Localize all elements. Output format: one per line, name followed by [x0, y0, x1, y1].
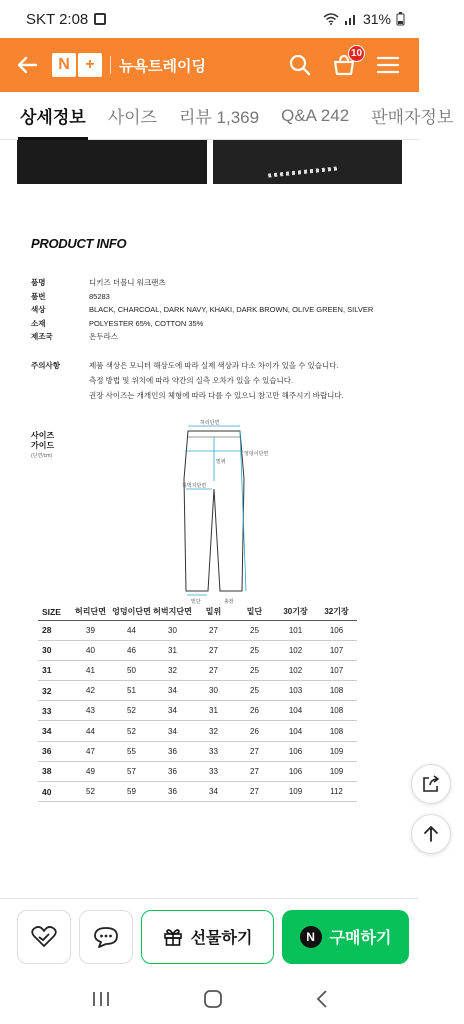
tab-size[interactable]: 사이즈	[107, 108, 157, 127]
recent-apps-icon[interactable]	[92, 991, 110, 1007]
measurement-cell: 34	[152, 681, 193, 701]
product-photos	[0, 140, 419, 184]
size-table-header: 허벅지단면	[152, 604, 193, 620]
size-table-row	[38, 701, 357, 721]
product-info-table	[31, 276, 419, 344]
notice-line: 측정 방법 및 위치에 따라 약간의 실측 오차가 있을 수 있습니다.	[89, 375, 294, 385]
hem-label: 밑단	[191, 598, 201, 605]
product-info-title: PRODUCT INFO	[31, 236, 127, 251]
stitching-detail	[267, 166, 337, 177]
measurement-cell: 30	[152, 620, 193, 640]
measurement-cell: 26	[234, 721, 275, 741]
measurement-cell: 33	[193, 741, 234, 761]
back-button[interactable]	[0, 38, 54, 92]
measurement-cell: 25	[234, 620, 275, 640]
size-cell: 38	[38, 761, 70, 781]
tab-seller-info[interactable]: 판매자정보	[371, 108, 454, 127]
size-table-row	[38, 640, 357, 660]
measurement-cell: 47	[70, 741, 111, 761]
share-icon	[421, 774, 441, 794]
info-key: 품번	[31, 291, 46, 301]
hip-label: 엉덩이단면	[244, 450, 269, 457]
detail-tabs	[0, 92, 454, 140]
measurement-cell: 30	[193, 681, 234, 701]
measurement-cell: 106	[275, 741, 316, 761]
measurement-cell: 27	[234, 761, 275, 781]
naver-plus-logo[interactable]	[52, 53, 102, 77]
size-table-row	[38, 620, 357, 640]
measurement-cell: 27	[193, 660, 234, 680]
scroll-top-button[interactable]	[411, 814, 451, 854]
info-value: POLYESTER 65%, COTTON 35%	[89, 318, 204, 328]
tab-reviews[interactable]: 리뷰 1,369	[178, 108, 260, 127]
gift-button[interactable]	[141, 910, 274, 964]
logo-n: N	[52, 53, 76, 77]
measurement-cell: 33	[193, 761, 234, 781]
info-row	[31, 276, 419, 290]
info-key: 제조국	[31, 332, 53, 342]
measurement-cell: 25	[234, 681, 275, 701]
size-cell: 30	[38, 640, 70, 660]
measurement-cell: 26	[234, 701, 275, 721]
measurement-cell: 27	[234, 741, 275, 761]
measurement-cell: 106	[316, 620, 357, 640]
system-back-icon[interactable]	[316, 990, 328, 1008]
size-table-header: 밑단	[234, 604, 275, 620]
talktalk-button[interactable]	[79, 910, 133, 964]
size-table-header: 엉덩이단면	[111, 604, 152, 620]
measurement-cell: 25	[234, 660, 275, 680]
size-table-header: SIZE	[38, 604, 70, 620]
measurement-cell: 31	[193, 701, 234, 721]
measurement-cell: 52	[70, 782, 111, 802]
notification-check-icon	[94, 13, 106, 25]
notice-line: 제품 색상은 모니터 해상도에 따라 실제 색상과 다소 차이가 있을 수 있습니다.	[89, 360, 339, 370]
info-value: 85283	[89, 291, 110, 301]
measurement-cell: 43	[70, 701, 111, 721]
measurement-cell: 25	[234, 640, 275, 660]
measurement-cell: 106	[275, 761, 316, 781]
size-cell: 34	[38, 721, 70, 741]
measurement-cell: 31	[152, 640, 193, 660]
battery-icon	[396, 12, 405, 26]
size-guide-unit: (단면/cm)	[31, 452, 53, 459]
arrow-up-icon	[422, 825, 440, 843]
size-table-header-row	[38, 604, 357, 620]
info-key: 소재	[31, 318, 46, 328]
measurement-cell: 107	[316, 640, 357, 660]
gift-icon	[163, 927, 183, 947]
system-nav-bar	[0, 974, 419, 1024]
measurement-cell: 104	[275, 721, 316, 741]
measurement-cell: 34	[193, 782, 234, 802]
buy-button[interactable]	[282, 910, 409, 964]
measurement-cell: 59	[111, 782, 152, 802]
measurement-cell: 27	[234, 782, 275, 802]
menu-button[interactable]	[375, 52, 401, 78]
measurement-cell: 41	[70, 660, 111, 680]
measurement-cell: 57	[111, 761, 152, 781]
chat-bubble-icon	[93, 925, 119, 949]
measurement-cell: 112	[316, 782, 357, 802]
notice-line: 권장 사이즈는 개개인의 체형에 따라 다를 수 있으니 참고만 해주시기 바랍니다.	[89, 390, 344, 400]
info-row	[31, 330, 419, 344]
product-photo-left	[17, 140, 207, 184]
cart-count-badge: 10	[348, 45, 365, 62]
measurement-cell: 104	[275, 701, 316, 721]
size-cell: 40	[38, 782, 70, 802]
measurement-cell: 39	[70, 620, 111, 640]
search-button[interactable]	[287, 52, 313, 78]
measurement-cell: 34	[152, 701, 193, 721]
size-table-header: 32기장	[316, 604, 357, 620]
store-name[interactable]: 뉴욕트레이딩	[119, 57, 206, 75]
info-value: 디키즈 더블니 워크팬츠	[89, 278, 166, 288]
measurement-cell: 34	[152, 721, 193, 741]
measurement-cell: 42	[70, 681, 111, 701]
size-table-header: 밑위	[193, 604, 234, 620]
size-guide-label-line: 가이드	[31, 440, 55, 450]
measurement-cell: 102	[275, 660, 316, 680]
logo-plus: +	[78, 53, 102, 77]
home-icon[interactable]	[203, 989, 223, 1009]
battery-percent: 31%	[362, 11, 391, 27]
measurement-cell: 44	[70, 721, 111, 741]
tab-qna[interactable]: Q&A 242	[281, 105, 350, 125]
measurement-cell: 108	[316, 721, 357, 741]
hamburger-menu-icon	[377, 56, 399, 74]
info-value: 온두라스	[89, 332, 118, 342]
waist-label: 허리단면	[200, 419, 220, 426]
measurement-cell: 108	[316, 681, 357, 701]
measurement-cell: 109	[316, 741, 357, 761]
pants-diagram	[160, 419, 280, 607]
logo-divider	[110, 56, 111, 74]
signal-icon	[344, 13, 358, 25]
buy-label: 구매하기	[329, 930, 392, 947]
measurement-cell: 52	[111, 721, 152, 741]
info-key: 색상	[31, 305, 46, 315]
measurement-cell: 40	[70, 640, 111, 660]
info-row	[31, 290, 419, 304]
app-bar	[0, 38, 419, 92]
share-button[interactable]	[411, 764, 451, 804]
size-cell: 32	[38, 681, 70, 701]
size-cell: 28	[38, 620, 70, 640]
measurement-cell: 49	[70, 761, 111, 781]
cart-button[interactable]	[331, 48, 363, 78]
info-value: BLACK, CHARCOAL, DARK NAVY, KHAKI, DARK BROWN, OLIVE GREEN, SILVER	[89, 305, 374, 315]
measurement-cell: 103	[275, 681, 316, 701]
wishlist-button[interactable]	[17, 910, 71, 964]
length-label: 총장	[224, 598, 234, 605]
info-row	[31, 303, 419, 317]
info-row	[31, 317, 419, 331]
notice-block	[31, 360, 419, 405]
naver-n-icon: N	[300, 926, 322, 948]
measurement-cell: 27	[193, 620, 234, 640]
measurement-cell: 51	[111, 681, 152, 701]
search-icon	[289, 54, 311, 76]
measurement-cell: 108	[316, 701, 357, 721]
status-time: SKT 2:08	[26, 10, 89, 28]
size-table-row	[38, 782, 357, 802]
size-table-row	[38, 660, 357, 680]
measurement-cell: 107	[316, 660, 357, 680]
product-photo-right	[213, 140, 403, 184]
measurement-cell: 27	[193, 640, 234, 660]
size-table-header: 30기장	[275, 604, 316, 620]
heart-check-icon	[31, 925, 57, 949]
size-cell: 36	[38, 741, 70, 761]
gift-label: 선물하기	[190, 930, 253, 947]
measurement-cell: 55	[111, 741, 152, 761]
measurement-cell: 44	[111, 620, 152, 640]
measurement-cell: 102	[275, 640, 316, 660]
size-table-row	[38, 761, 357, 781]
size-guide	[0, 419, 419, 607]
measurement-cell: 101	[275, 620, 316, 640]
measurement-cell: 36	[152, 741, 193, 761]
back-arrow-icon	[16, 54, 38, 76]
wifi-icon	[323, 13, 339, 25]
size-table-row	[38, 681, 357, 701]
size-cell: 31	[38, 660, 70, 680]
notice-key: 주의사항	[31, 360, 60, 370]
thigh-label: 허벅지단면	[182, 482, 207, 489]
size-table-header: 허리단면	[70, 604, 111, 620]
status-bar	[0, 0, 419, 38]
size-table	[38, 604, 357, 802]
size-guide-label	[31, 431, 54, 451]
bottom-action-bar	[0, 898, 419, 974]
measurement-cell: 50	[111, 660, 152, 680]
measurement-cell: 36	[152, 782, 193, 802]
size-cell: 33	[38, 701, 70, 721]
measurement-cell: 32	[152, 660, 193, 680]
measurement-cell: 32	[193, 721, 234, 741]
size-table-row	[38, 721, 357, 741]
measurement-cell: 52	[111, 701, 152, 721]
tab-detail-info[interactable]: 상세정보	[0, 92, 97, 140]
size-guide-label-line: 사이즈	[31, 430, 55, 440]
size-table-row	[38, 741, 357, 761]
info-key: 품명	[31, 278, 46, 288]
measurement-cell: 36	[152, 761, 193, 781]
measurement-cell: 109	[316, 761, 357, 781]
measurement-cell: 109	[275, 782, 316, 802]
rise-label: 밑위	[216, 458, 226, 465]
measurement-cell: 46	[111, 640, 152, 660]
